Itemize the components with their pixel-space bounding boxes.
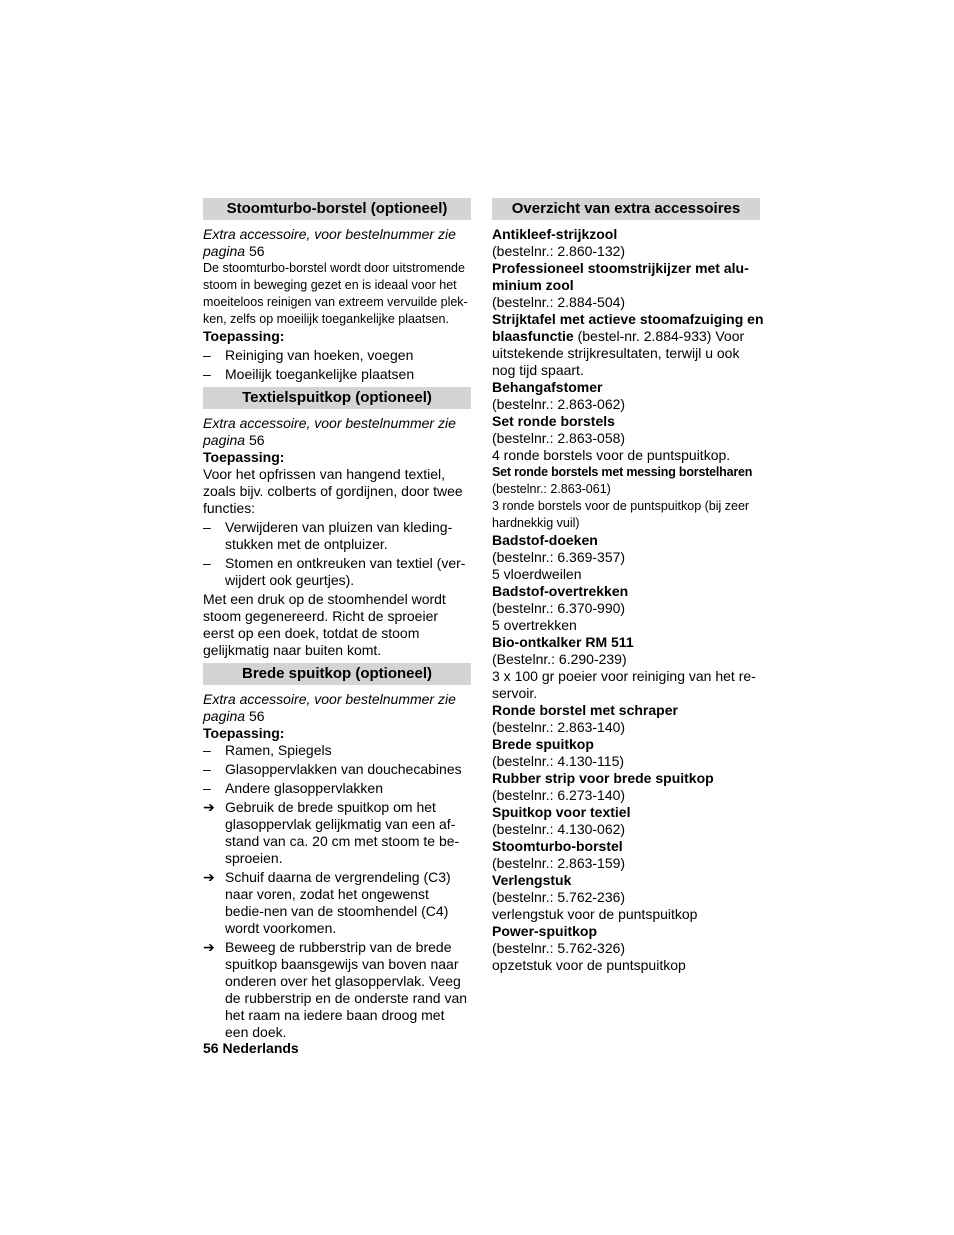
dash-marker: –	[203, 366, 211, 382]
accessory-order-number: (bestelnr.: 6.369-357)	[492, 549, 626, 565]
section-heading-accessories: Overzicht van extra accessoires	[492, 198, 760, 220]
accessory-entry	[492, 804, 764, 838]
right-column	[492, 198, 764, 974]
instruction-step	[203, 799, 471, 867]
dash-marker: –	[203, 519, 211, 535]
accessory-order-number: (bestelnr.: 6.273-140)	[492, 787, 626, 803]
list-item-text: Reiniging van hoeken, voegen	[225, 347, 414, 363]
accessory-description: 3 ronde borstels voor de puntspuitkop (bij zeer hardnekkig vuil)	[492, 499, 750, 530]
accessory-entry	[492, 770, 764, 804]
accessory-entry	[492, 464, 764, 532]
dash-marker: –	[203, 555, 211, 571]
accessory-order-number: (bestelnr.: 4.130-115)	[492, 753, 625, 769]
dash-marker: –	[203, 347, 211, 363]
accessory-title: Power-spuitkop	[492, 923, 598, 939]
accessory-description: 5 vloerdweilen	[492, 566, 582, 582]
accessory-entry	[492, 923, 764, 974]
accessory-entry	[492, 583, 764, 634]
section-body	[203, 260, 471, 328]
accessory-order-number: (Bestelnr.: 6.290-239)	[492, 651, 627, 667]
accessory-title: Antikleef-strijkzool	[492, 226, 618, 242]
body-line: De stoomturbo-borstel wordt door uitstromende	[203, 261, 465, 275]
accessory-order-number: (bestelnr.: 2.863-140)	[492, 719, 626, 735]
list-item-text: Ramen, Spiegels	[225, 742, 332, 758]
accessory-order-number: (bestelnr.: 2.863-058)	[492, 430, 626, 446]
accessory-reference	[203, 415, 471, 449]
list-item	[203, 780, 471, 797]
accessory-entry	[492, 226, 764, 260]
list-item-text: Verwijderen van pluizen van kleding-stukken met de ontpluizer.	[225, 519, 453, 552]
accessory-entry	[492, 736, 764, 770]
accessory-description: opzetstuk voor de puntspuitkop	[492, 957, 686, 973]
reference-page: 56	[248, 432, 265, 448]
accessory-title: Badstof-overtrekken	[492, 583, 629, 599]
accessory-title: Behangafstomer	[492, 379, 603, 395]
accessory-description: 4 ronde borstels voor de puntspuitkop.	[492, 447, 731, 463]
accessory-entry	[492, 702, 764, 736]
accessory-title: Bio-ontkalker RM 511	[492, 634, 634, 650]
accessory-title: Set ronde borstels met messing borstelharen	[492, 465, 753, 479]
list-item	[203, 347, 471, 364]
usage-label: Toepassing:	[203, 449, 285, 465]
reference-page: 56	[248, 243, 265, 259]
accessory-entry	[492, 311, 764, 379]
arrow-right-icon: ➔	[203, 799, 215, 815]
accessory-title: Strijktafel met actieve stoomafzuiging en blaasfunctie	[492, 311, 764, 344]
accessory-reference	[203, 226, 471, 260]
accessory-order-number: (bestelnr.: 6.370-990)	[492, 600, 626, 616]
accessory-entry	[492, 872, 764, 923]
section-heading-textielspuitkop: Textielspuitkop (optioneel)	[203, 387, 471, 409]
dash-marker: –	[203, 780, 211, 796]
list-item	[203, 519, 471, 553]
accessory-title: Verlengstuk	[492, 872, 572, 888]
accessory-title: Brede spuitkop	[492, 736, 594, 752]
list-item-text: Andere glasoppervlakken	[225, 780, 383, 796]
accessory-title: Rubber strip voor brede spuitkop	[492, 770, 714, 786]
dash-marker: –	[203, 761, 211, 777]
accessory-order-number: (bestelnr.: 2.863-061)	[492, 482, 611, 496]
reference-text: Extra accessoire, voor bestelnummer zie pagina	[203, 415, 456, 448]
page-footer: 56 Nederlands	[203, 1040, 299, 1056]
accessory-description	[492, 311, 764, 379]
list-item	[203, 366, 471, 383]
section-outro: Met een druk op de stoomhendel wordt stoom gegenereerd. Richt de sproeier eerst op een doek, totdat de stoom gelijkmatig naar buiten komt.	[203, 591, 446, 658]
accessory-entry	[492, 260, 764, 311]
accessory-order-number: (bestelnr.: 5.762-326)	[492, 940, 626, 956]
dash-marker: –	[203, 742, 211, 758]
accessory-title: Spuitkop voor textiel	[492, 804, 631, 820]
body-line: ken, zelfs op moeilijk toegankelijke plaatsen.	[203, 312, 449, 326]
body-line: moeiteloos reinigen van extreem vervuilde plek-	[203, 295, 468, 309]
list-item-text: Moeilijk toegankelijke plaatsen	[225, 366, 415, 382]
usage-label: Toepassing:	[203, 725, 285, 741]
accessory-order-number: (bestelnr.: 5.762-236)	[492, 889, 626, 905]
accessory-entry	[492, 532, 764, 583]
usage-label: Toepassing:	[203, 328, 285, 344]
instruction-step	[203, 939, 471, 1041]
section-heading-brede-spuitkop: Brede spuitkop (optioneel)	[203, 663, 471, 685]
instruction-text: Schuif daarna de vergrendeling (C3) naar voren, zodat het ongewenst bedie-nen van de stoomhendel (C4) wordt voorkomen.	[225, 869, 451, 936]
accessory-order-number: (bestelnr.: 2.863-062)	[492, 396, 626, 412]
list-item	[203, 742, 471, 759]
accessory-inline-text: (bestel-nr. 2.884-933) Voor uitstekende strijkresultaten, terwijl u ook nog tijd spaart.	[492, 328, 745, 378]
accessory-order-number: (bestelnr.: 4.130-062)	[492, 821, 626, 837]
accessory-title: Ronde borstel met schraper	[492, 702, 678, 718]
accessory-entry	[492, 634, 764, 702]
accessory-title: Set ronde borstels	[492, 413, 615, 429]
section-intro: Voor het opfrissen van hangend textiel, zoals bijv. colberts of gordijnen, door twee functies:	[203, 466, 463, 516]
accessory-description: 3 x 100 gr poeier voor reiniging van het re-servoir.	[492, 668, 756, 701]
accessory-title: Stoomturbo-borstel	[492, 838, 623, 854]
accessory-description: verlengstuk voor de puntspuitkop	[492, 906, 698, 922]
arrow-right-icon: ➔	[203, 939, 215, 955]
accessory-order-number: (bestelnr.: 2.863-159)	[492, 855, 626, 871]
accessory-entry	[492, 413, 764, 464]
left-column	[203, 198, 471, 1043]
instruction-step	[203, 869, 471, 937]
accessory-reference	[203, 691, 471, 725]
list-item-text: Glasoppervlakken van douchecabines	[225, 761, 462, 777]
list-item	[203, 555, 471, 589]
accessory-entry	[492, 838, 764, 872]
list-item-text: Stomen en ontkreuken van textiel (ver-wijdert ook geurtjes).	[225, 555, 466, 588]
accessory-title: Professioneel stoomstrijkijzer met alu-minium zool	[492, 260, 749, 293]
reference-text: Extra accessoire, voor bestelnummer zie pagina	[203, 691, 456, 724]
accessory-order-number: (bestelnr.: 2.860-132)	[492, 243, 626, 259]
reference-text: Extra accessoire, voor bestelnummer zie pagina	[203, 226, 456, 259]
arrow-right-icon: ➔	[203, 869, 215, 885]
section-heading-stoomturbo: Stoomturbo-borstel (optioneel)	[203, 198, 471, 220]
body-line: stoom in beweging gezet en is ideaal voor het	[203, 278, 457, 292]
reference-page: 56	[248, 708, 265, 724]
accessory-entry	[492, 379, 764, 413]
accessory-title: Badstof-doeken	[492, 532, 598, 548]
accessory-order-number: (bestelnr.: 2.884-504)	[492, 294, 626, 310]
list-item	[203, 761, 471, 778]
accessory-description: 5 overtrekken	[492, 617, 577, 633]
instruction-text: Beweeg de rubberstrip van de brede spuitkop baansgewijs van boven naar onderen over het glasoppervlak. Veeg de rubberstrip en de onderste rand van het raam na iedere baan droog met een doek.	[225, 939, 468, 1040]
instruction-text: Gebruik de brede spuitkop om het glasoppervlak gelijkmatig van een af-stand van ca. 20 cm met stoom te be-sproeien.	[225, 799, 460, 866]
